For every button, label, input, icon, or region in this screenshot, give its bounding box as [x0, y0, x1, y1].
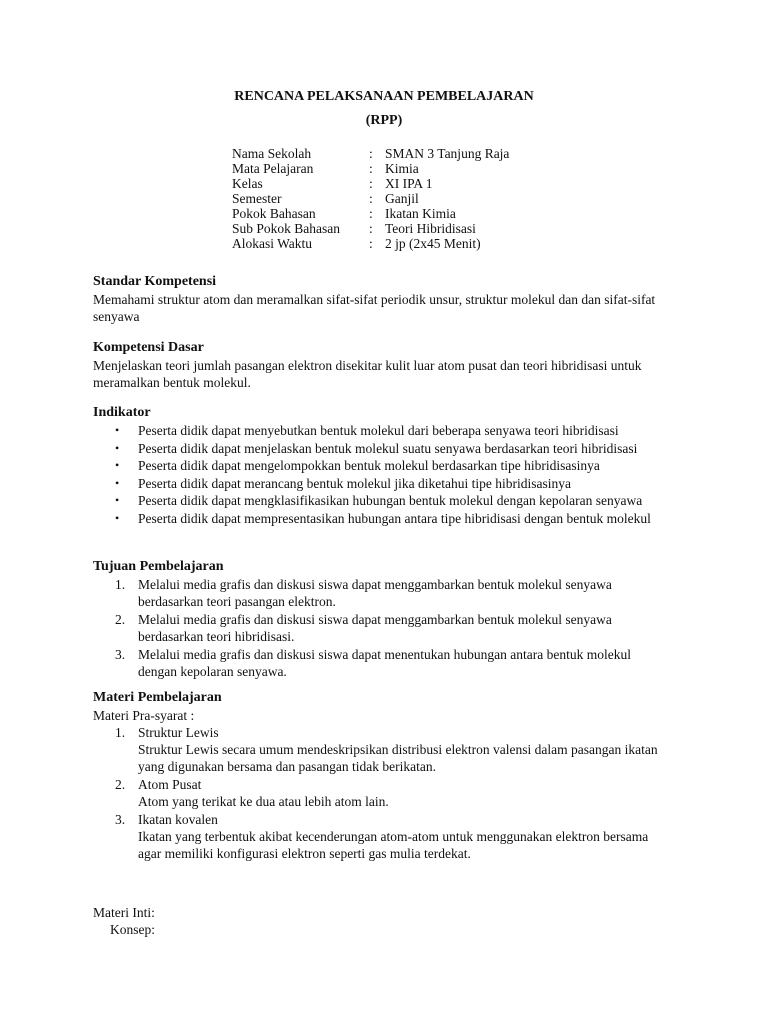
tujuan-item [93, 611, 658, 645]
indikator-item [93, 457, 663, 475]
item-number: 1. [115, 725, 126, 740]
identity-value: Ikatan Kimia [385, 206, 456, 221]
materi-title: Struktur Lewis [138, 725, 219, 740]
identity-row [232, 161, 632, 176]
tujuan-text: Melalui media grafis dan diskusi siswa dapat menentukan hubungan antara bentuk molekul dengan kepolaran senyawa. [138, 647, 632, 679]
materi-description: Ikatan yang terbentuk akibat kecenderungan atom-atom untuk menggunakan elektron bersama agar memiliki konfigurasi elektron seperti gas mulia terdekat. [138, 829, 649, 861]
identity-separator: : [369, 191, 373, 206]
section-text: Memahami struktur atom dan meramalkan sifat-sifat periodik unsur, struktur molekul dan dan sifat-sifat senyawa [93, 292, 656, 324]
indikator-list [93, 422, 663, 527]
materi-title: Ikatan kovalen [138, 812, 218, 827]
item-number: 3. [115, 647, 126, 662]
materi-description: Struktur Lewis secara umum mendeskripsikan distribusi elektron valensi dalam pasangan ikatan yang digunakan bersama dan pasangan tidak berikatan. [138, 742, 658, 774]
bullet-icon: • [115, 440, 120, 455]
identity-row [232, 236, 632, 251]
materi-item [93, 724, 658, 775]
identity-key: Kelas [232, 176, 263, 191]
identity-separator: : [369, 161, 373, 176]
tujuan-text: Melalui media grafis dan diskusi siswa dapat menggambarkan bentuk molekul senyawa berdasarkan teori hibridisasi. [138, 612, 612, 644]
prasyarat-label: Materi Pra-syarat : [93, 708, 195, 723]
identity-value: XI IPA 1 [385, 176, 433, 191]
indikator-text: Peserta didik dapat merancang bentuk molekul jika diketahui tipe hibridisasinya [138, 475, 572, 491]
materi-list [93, 724, 658, 862]
identity-value: 2 jp (2x45 Menit) [385, 236, 481, 251]
document-title: RENCANA PELAKSANAAN PEMBELAJARAN [234, 89, 534, 104]
section-heading: Materi Pembelajaran [93, 690, 222, 705]
tujuan-item [93, 576, 658, 610]
identity-row [232, 206, 632, 221]
indikator-text: Peserta didik dapat menjelaskan bentuk molekul suatu senyawa berdasarkan teori hibridisasi [138, 440, 638, 456]
bullet-icon: • [115, 423, 120, 437]
identity-key: Mata Pelajaran [232, 161, 314, 176]
tujuan-list [93, 576, 658, 680]
identity-separator: : [369, 221, 373, 236]
indikator-item [93, 510, 663, 528]
materi-description: Atom yang terikat ke dua atau lebih atom lain. [138, 794, 389, 809]
item-number: 2. [115, 777, 126, 792]
section-materi [93, 689, 673, 863]
section-kompetensi-dasar [93, 339, 673, 391]
section-tujuan [93, 558, 673, 681]
indikator-text: Peserta didik dapat mengklasifikasikan hubungan bentuk molekul dengan kepolaran senyawa [138, 493, 643, 508]
section-standar-kompetensi [93, 273, 673, 325]
identity-key: Semester [232, 191, 282, 206]
identity-row [232, 146, 632, 161]
section-heading: Indikator [93, 405, 151, 420]
indikator-item [93, 422, 663, 440]
indikator-text: Peserta didik dapat mengelompokkan bentuk molekul berdasarkan tipe hibridisasinya [138, 458, 600, 473]
indikator-item [93, 475, 663, 493]
indikator-item [93, 492, 663, 510]
identity-row [232, 191, 632, 206]
bullet-icon: • [115, 475, 120, 490]
tujuan-text: Melalui media grafis dan diskusi siswa dapat menggambarkan bentuk molekul senyawa berdasarkan teori pasangan elektron. [138, 577, 612, 609]
indikator-text: Peserta didik dapat mempresentasikan hubungan antara tipe hibridisasi dengan bentuk molekul [138, 510, 651, 526]
identity-key: Pokok Bahasan [232, 206, 316, 221]
identity-table [232, 146, 632, 251]
identity-separator: : [369, 176, 373, 191]
document-subtitle: (RPP) [365, 113, 403, 128]
materi-title: Atom Pusat [138, 777, 202, 792]
indikator-item [93, 440, 663, 458]
konsep-label: Konsep: [110, 922, 155, 937]
bullet-icon: • [115, 510, 120, 525]
identity-separator: : [369, 206, 373, 221]
identity-row [232, 221, 632, 236]
section-indikator [93, 404, 673, 527]
item-number: 1. [115, 577, 126, 592]
item-number: 2. [115, 612, 126, 627]
materi-inti-label: Materi Inti: [93, 905, 155, 920]
identity-value: SMAN 3 Tanjung Raja [385, 146, 510, 161]
indikator-text: Peserta didik dapat menyebutkan bentuk molekul dari beberapa senyawa teori hibridisasi [138, 423, 619, 438]
identity-key: Sub Pokok Bahasan [232, 221, 340, 236]
identity-key: Alokasi Waktu [232, 236, 313, 251]
identity-separator: : [369, 236, 373, 251]
section-heading: Kompetensi Dasar [93, 340, 204, 355]
bullet-icon: • [115, 458, 120, 472]
section-text: Menjelaskan teori jumlah pasangan elektron disekitar kulit luar atom pusat dan teori hibridisasi untuk meramalkan bentuk molekul. [93, 358, 642, 390]
materi-item [93, 776, 658, 810]
section-heading: Tujuan Pembelajaran [93, 559, 224, 574]
bullet-icon: • [115, 493, 120, 507]
identity-separator: : [369, 146, 373, 161]
tujuan-item [93, 646, 658, 680]
identity-value: Teori Hibridisasi [385, 221, 476, 236]
section-heading: Standar Kompetensi [93, 274, 217, 289]
item-number: 3. [115, 812, 126, 827]
identity-value: Kimia [385, 161, 419, 176]
identity-row [232, 176, 632, 191]
identity-key: Nama Sekolah [232, 146, 312, 161]
materi-item [93, 811, 658, 862]
identity-value: Ganjil [385, 191, 419, 206]
